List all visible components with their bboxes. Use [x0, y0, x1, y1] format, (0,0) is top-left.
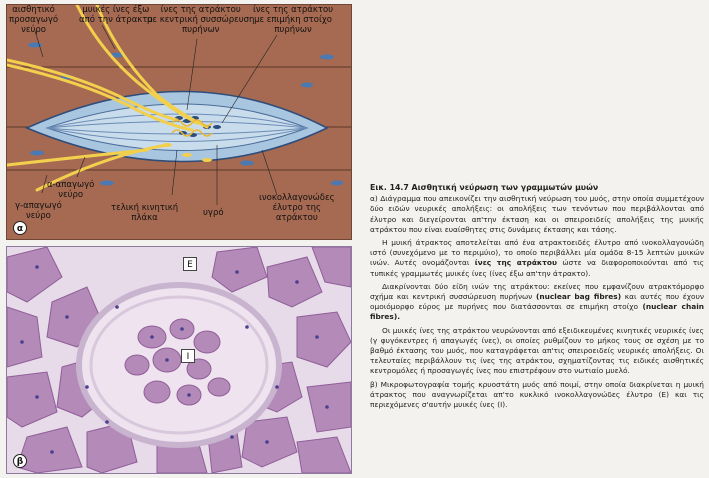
label-alpha-efferent: α-απαγωγό νεύρο	[47, 180, 95, 200]
label-end-plate: τελική κινητική πλάκα	[111, 203, 179, 223]
caption-para-2: Η μυική άτρακτος αποτελείται από ένα ατρακτοειδές έλυτρο από ινοκολλαγονώδη ιστό (συνεχόμενο με το περιμύιο), το οποίο περιβάλλει μία ομάδα 8-15 λεπτών μυικών ινών. Αυτές ονομάζονται ίνες της ατράκτου ώστε να διαφοροποιούνται από τις τυπικές γραμμωτές μυικές ίνες (ίνες έξω απ'την άτρακτο).	[370, 238, 704, 278]
label-nuclear-bag: ίνες της ατράκτου με κεντρική συσσώρευση πυρήνων	[147, 5, 255, 35]
label-gamma-efferent: γ-απαγωγό νεύρο	[15, 201, 62, 221]
label-fluid: υγρό	[203, 208, 224, 218]
caption-para-1: α) Διάγραμμα που απεικονίζει την αισθητική νεύρωση του μυός, στην οποία συμμετέχουν δύο ειδών νευρικές απολήξεις: οι απολήξεις των τενόντων που περιβάλλονται από έλυτρο και διεγείρονται απ'την έκταση και οι σπειροειδείς απολήξεις της μυικής ατράκτου που είναι ευαίσθητες στις δυνάμεις έκτασης και τάσης.	[370, 194, 704, 234]
caption-para-4: Οι μυικές ίνες της ατράκτου νευρώνονται από εξειδικευμένες κινητικές νευρικές ίνες (γ φυγόκεντρες ή απαγωγές ίνες), οι οποίες ρυθμίζουν το μήκος τους σε σχέση με το βαθμό έκτασης του μυός, που καταγράφεται απ'τις σπειροειδείς νευρικές απολήξεις. Οι τελευταίες περιβάλλουν τις ίνες της ατράκτου, σχηματίζοντας τις ειδικές αισθητικές κεντρομόλες ή προσαγωγές ίνες που επιστρέφουν στο νωτιαίο μυελό.	[370, 325, 704, 376]
caption-title: Εικ. 14.7 Αισθητική νεύρωση των γραμμωτών μυών	[370, 183, 599, 192]
label-afferent-nerve: αισθητικό προσαγωγό νεύρο	[9, 5, 59, 35]
figure-caption	[370, 183, 704, 413]
label-extrafusal-fibres: μυικές ίνες έξω από την άτρακτο	[79, 5, 153, 25]
caption-para-3: Διακρίνονται δύο είδη ινών της ατράκτου: εκείνες που εμφανίζουν ατρακτόμορφο σχήμα και κεντρική συσσώρευση πυρήνων (nuclear bag fibres) και αυτές που έχουν ομοιόμορφο εύρος με πυρήνες που διατάσσονται σε επιμήκη στοίχο (nuclear chain fibres).	[370, 281, 704, 322]
label-nuclear-chain: ίνες της ατράκτου με επιμήκη στοίχο πυρήνων	[253, 5, 334, 35]
spindle-diagram-panel	[6, 4, 352, 240]
label-capsule: ινοκολλαγονώδες έλυτρο της ατράκτου	[259, 193, 335, 223]
panel-letter-a: α	[13, 221, 27, 235]
caption-para-5: β) Μικροφωτογραφία τομής κρυοστάτη μυός από ποιμί, στην οποία διακρίνεται η μυική άτρακτος που αναγνωρίζεται απ'το κυκλικό ινοκολλαγονώδες έλυτρο (Ε) και τις περιεχόμενες σ'αυτήν μυικές ίνες (Ι).	[370, 379, 704, 410]
spindle-micrograph	[7, 247, 351, 473]
label-fibres-I: Ι	[181, 349, 195, 363]
micrograph-panel	[6, 246, 352, 474]
label-capsule-E: Ε	[183, 257, 197, 271]
panel-letter-b: β	[13, 454, 27, 468]
